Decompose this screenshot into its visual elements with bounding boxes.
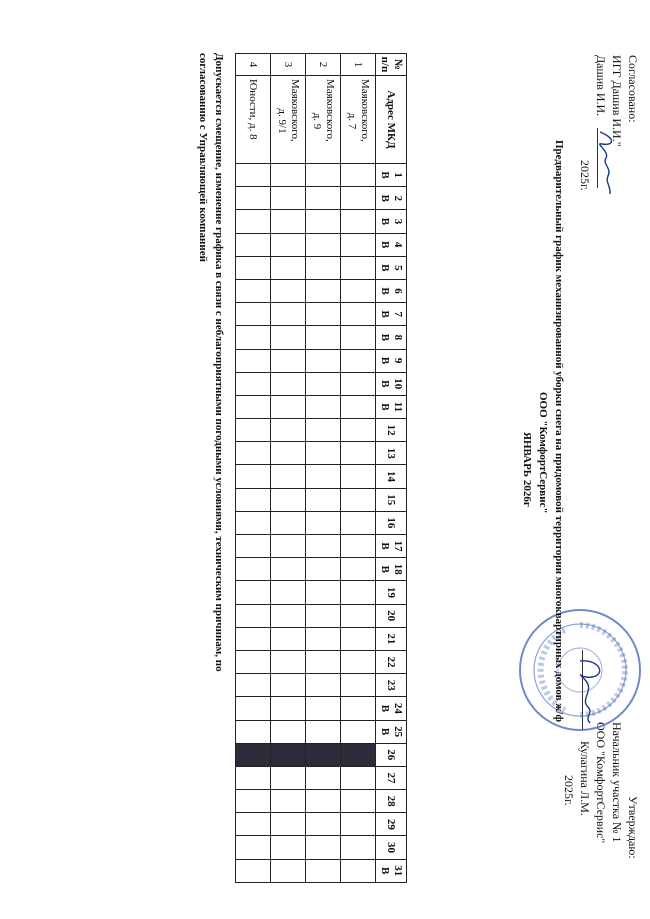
day-number: 26 [385, 749, 398, 761]
schedule-cell [341, 650, 376, 673]
approve-date: 2025г. [562, 775, 576, 806]
schedule-cell [306, 164, 341, 187]
day-mark: В [379, 264, 391, 272]
schedule-cell [236, 233, 271, 256]
day-number: 22 [385, 656, 398, 668]
schedule-cell [271, 395, 306, 418]
schedule-cell [271, 836, 306, 859]
row-address [306, 76, 341, 164]
row-number: 4 [236, 54, 271, 76]
schedule-cell [341, 604, 376, 627]
schedule-cell [236, 279, 271, 302]
day-header-7 [376, 303, 407, 326]
day-number: 19 [385, 586, 398, 598]
schedule-cell [236, 627, 271, 650]
schedule-cell [271, 650, 306, 673]
schedule-cell [341, 720, 376, 743]
schedule-cell [236, 836, 271, 859]
approval-signature-icon [592, 128, 620, 198]
schedule-cell [236, 488, 271, 511]
day-mark: В [379, 287, 391, 295]
schedule-cell [236, 419, 271, 442]
schedule-cell [236, 164, 271, 187]
day-header-6 [376, 279, 407, 302]
schedule-cell [271, 187, 306, 210]
row-address-line1: Маяковского, [359, 79, 371, 142]
schedule-cell [306, 697, 341, 720]
day-header-14 [376, 465, 407, 488]
day-mark: В [379, 403, 391, 411]
schedule-cell [271, 303, 306, 326]
schedule-cell [236, 511, 271, 534]
schedule-cell [306, 303, 341, 326]
approval-name: Дашив И.И. [594, 55, 608, 117]
schedule-cell [271, 766, 306, 789]
header-month: ЯНВАРЬ 2026г [521, 432, 533, 507]
day-number: 28 [385, 795, 398, 807]
day-mark: В [379, 380, 391, 388]
schedule-cell [341, 836, 376, 859]
schedule-cell [341, 233, 376, 256]
schedule-cell [341, 511, 376, 534]
day-number: 17 [392, 540, 404, 552]
schedule-cell [341, 535, 376, 558]
day-number: 14 [385, 471, 398, 483]
day-header-9 [376, 349, 407, 372]
schedule-cell [271, 419, 306, 442]
day-number: 6 [392, 288, 404, 294]
day-number: 7 [392, 311, 404, 317]
schedule-cell [236, 766, 271, 789]
schedule-cell [236, 442, 271, 465]
day-number: 5 [392, 265, 404, 271]
schedule-cell [341, 465, 376, 488]
footer-note-line1: Допускается смещение, изменение графика в связи с неблагоприятными погодными условиями, техническим причинам, по [213, 53, 225, 672]
schedule-cell [341, 187, 376, 210]
row-address-line1: Юности, д. 8 [247, 79, 260, 140]
schedule-cell [271, 256, 306, 279]
schedule-cell [236, 187, 271, 210]
row-address-line2: д. 9/1 [276, 108, 288, 134]
schedule-cell [306, 743, 341, 766]
schedule-cell [341, 349, 376, 372]
schedule-cell [271, 743, 306, 766]
schedule-cell [271, 233, 306, 256]
schedule-cell [236, 465, 271, 488]
day-mark: В [379, 240, 391, 249]
schedule-cell [306, 233, 341, 256]
table-row [236, 54, 271, 883]
day-header-29 [376, 813, 407, 836]
day-number: 16 [385, 517, 398, 529]
day-header-18 [376, 558, 407, 581]
schedule-cell [306, 488, 341, 511]
schedule-cell [236, 581, 271, 604]
approval-date: 2025г. [578, 160, 592, 191]
schedule-cell [306, 836, 341, 859]
row-address-line1: Маяковского, [289, 79, 301, 142]
schedule-cell [341, 790, 376, 813]
schedule-cell [306, 210, 341, 233]
schedule-table [235, 53, 407, 883]
schedule-cell [271, 697, 306, 720]
day-number: 18 [392, 563, 404, 575]
table-row [341, 54, 376, 883]
schedule-cell [236, 790, 271, 813]
schedule-cell [341, 766, 376, 789]
schedule-cell [236, 558, 271, 581]
day-number: 25 [392, 726, 404, 738]
schedule-cell [271, 790, 306, 813]
schedule-cell [306, 326, 341, 349]
schedule-cell [236, 604, 271, 627]
schedule-cell [341, 558, 376, 581]
schedule-cell [306, 511, 341, 534]
schedule-cell [341, 581, 376, 604]
day-number: 11 [392, 401, 404, 413]
day-header-4 [376, 233, 407, 256]
schedule-cell [306, 395, 341, 418]
day-mark: В [379, 704, 391, 713]
schedule-cell [306, 187, 341, 210]
schedule-cell [271, 813, 306, 836]
schedule-cell [271, 511, 306, 534]
day-number: 29 [385, 818, 398, 830]
schedule-cell [236, 813, 271, 836]
day-header-28 [376, 790, 407, 813]
schedule-cell [271, 442, 306, 465]
day-header-24 [376, 697, 407, 720]
day-header-22 [376, 650, 407, 673]
day-header-12 [376, 419, 407, 442]
row-address [236, 76, 271, 164]
schedule-cell [271, 349, 306, 372]
day-header-23 [376, 674, 407, 697]
schedule-cell [271, 488, 306, 511]
day-header-11 [376, 395, 407, 418]
table-row [271, 54, 306, 883]
schedule-cell [341, 813, 376, 836]
day-mark: В [379, 542, 391, 550]
day-mark: В [379, 217, 391, 226]
schedule-cell [271, 279, 306, 302]
day-mark: В [379, 171, 391, 179]
schedule-cell [341, 743, 376, 766]
schedule-cell [341, 674, 376, 697]
day-number: 1 [392, 172, 404, 178]
day-number: 2 [392, 195, 404, 202]
schedule-cell [341, 372, 376, 395]
day-header-1 [376, 164, 407, 187]
day-header-19 [376, 581, 407, 604]
schedule-cell [341, 326, 376, 349]
day-mark: В [379, 194, 391, 202]
schedule-cell [271, 372, 306, 395]
schedule-cell [341, 395, 376, 418]
schedule-cell [306, 650, 341, 673]
schedule-cell [341, 697, 376, 720]
day-number: 24 [392, 702, 404, 714]
schedule-cell [271, 720, 306, 743]
schedule-cell [306, 535, 341, 558]
schedule-cell [271, 535, 306, 558]
day-header-13 [376, 442, 407, 465]
schedule-cell [236, 720, 271, 743]
approve-org: ООО "КомфортСервис" [594, 722, 608, 844]
schedule-cell [236, 674, 271, 697]
day-mark: В [379, 356, 391, 365]
schedule-cell [306, 604, 341, 627]
schedule-cell [341, 256, 376, 279]
day-number: 23 [385, 679, 398, 691]
schedule-cell [341, 164, 376, 187]
schedule-cell [306, 442, 341, 465]
schedule-cell [271, 674, 306, 697]
schedule-cell [236, 372, 271, 395]
row-address [271, 76, 306, 164]
schedule-cell [306, 558, 341, 581]
day-mark: В [379, 727, 391, 736]
day-number: 8 [392, 334, 404, 341]
day-number: 20 [385, 610, 398, 622]
day-number: 31 [392, 865, 404, 877]
schedule-cell [236, 303, 271, 326]
schedule-cell [236, 650, 271, 673]
header-address: Адрес МКД [376, 76, 407, 164]
schedule-cell [306, 766, 341, 789]
schedule-cell [236, 326, 271, 349]
approve-name: Кулагина Л.М. [578, 741, 592, 816]
schedule-cell [306, 256, 341, 279]
footer-note-line2: согласованию с Управляющей компанией [197, 53, 209, 262]
schedule-cell [306, 465, 341, 488]
schedule-cell [306, 349, 341, 372]
schedule-cell [306, 674, 341, 697]
schedule-cell [341, 419, 376, 442]
approval-position: ИГГ Дашив И.И." [610, 55, 624, 147]
day-number: 21 [385, 633, 398, 645]
schedule-cell [271, 558, 306, 581]
schedule-cell [306, 372, 341, 395]
day-header-25 [376, 720, 407, 743]
day-number: 3 [392, 218, 404, 225]
row-number: 1 [341, 54, 376, 76]
day-header-8 [376, 326, 407, 349]
schedule-cell [341, 210, 376, 233]
day-header-2 [376, 187, 407, 210]
day-mark: В [379, 867, 391, 875]
schedule-cell [306, 581, 341, 604]
schedule-cell [271, 859, 306, 882]
schedule-cell [341, 442, 376, 465]
table-row [306, 54, 341, 883]
header-org: ООО "КомфортСервис" [537, 392, 549, 514]
row-number: 3 [271, 54, 306, 76]
schedule-cell [341, 303, 376, 326]
schedule-cell [306, 720, 341, 743]
schedule-cell [271, 581, 306, 604]
day-mark: В [379, 310, 391, 318]
day-header-15 [376, 488, 407, 511]
approve-title: Утверждаю: [626, 796, 640, 859]
schedule-cell [236, 395, 271, 418]
day-header-17 [376, 535, 407, 558]
schedule-cell [341, 859, 376, 882]
day-header-31 [376, 859, 407, 882]
schedule-cell [306, 790, 341, 813]
day-header-10 [376, 372, 407, 395]
schedule-cell [341, 627, 376, 650]
header-title: Предварительный график механизированной уборки снега на придомовой территории многоквартирных домов ж/ф [553, 140, 565, 722]
day-number: 13 [385, 447, 398, 459]
day-number: 4 [392, 241, 404, 248]
day-mark: В [379, 565, 391, 573]
schedule-cell [271, 627, 306, 650]
schedule-cell [271, 164, 306, 187]
row-address-line2: д. 7 [346, 112, 358, 130]
schedule-cell [236, 535, 271, 558]
schedule-cell [341, 488, 376, 511]
day-mark: В [379, 333, 391, 342]
approval-title: Согласовано: [626, 55, 640, 123]
day-number: 10 [392, 378, 404, 390]
schedule-cell [236, 256, 271, 279]
schedule-cell [236, 859, 271, 882]
row-number: 2 [306, 54, 341, 76]
day-header-5 [376, 256, 407, 279]
schedule-cell [341, 279, 376, 302]
row-address-line2: д. 9 [311, 112, 323, 130]
day-number: 27 [385, 772, 398, 784]
header-num: № п/п [376, 54, 407, 76]
table-header-row [376, 54, 407, 883]
row-address [341, 76, 376, 164]
day-header-16 [376, 511, 407, 534]
day-header-27 [376, 766, 407, 789]
schedule-cell [236, 349, 271, 372]
schedule-cell [236, 743, 271, 766]
day-number: 9 [392, 357, 404, 364]
day-number: 12 [385, 424, 398, 436]
day-header-21 [376, 627, 407, 650]
schedule-cell [306, 813, 341, 836]
day-header-20 [376, 604, 407, 627]
schedule-cell [306, 859, 341, 882]
schedule-cell [306, 419, 341, 442]
schedule-cell [271, 326, 306, 349]
company-stamp-icon [515, 605, 645, 735]
schedule-cell [271, 210, 306, 233]
schedule-cell [236, 697, 271, 720]
day-number: 30 [385, 842, 398, 854]
day-header-26 [376, 743, 407, 766]
schedule-cell [306, 279, 341, 302]
day-header-30 [376, 836, 407, 859]
schedule-cell [271, 604, 306, 627]
day-header-3 [376, 210, 407, 233]
approve-position: Начальник участка № 1 [610, 722, 624, 843]
schedule-cell [271, 465, 306, 488]
day-number: 15 [385, 494, 398, 506]
schedule-cell [236, 210, 271, 233]
row-address-line1: Маяковского, [324, 79, 336, 142]
schedule-cell [306, 627, 341, 650]
